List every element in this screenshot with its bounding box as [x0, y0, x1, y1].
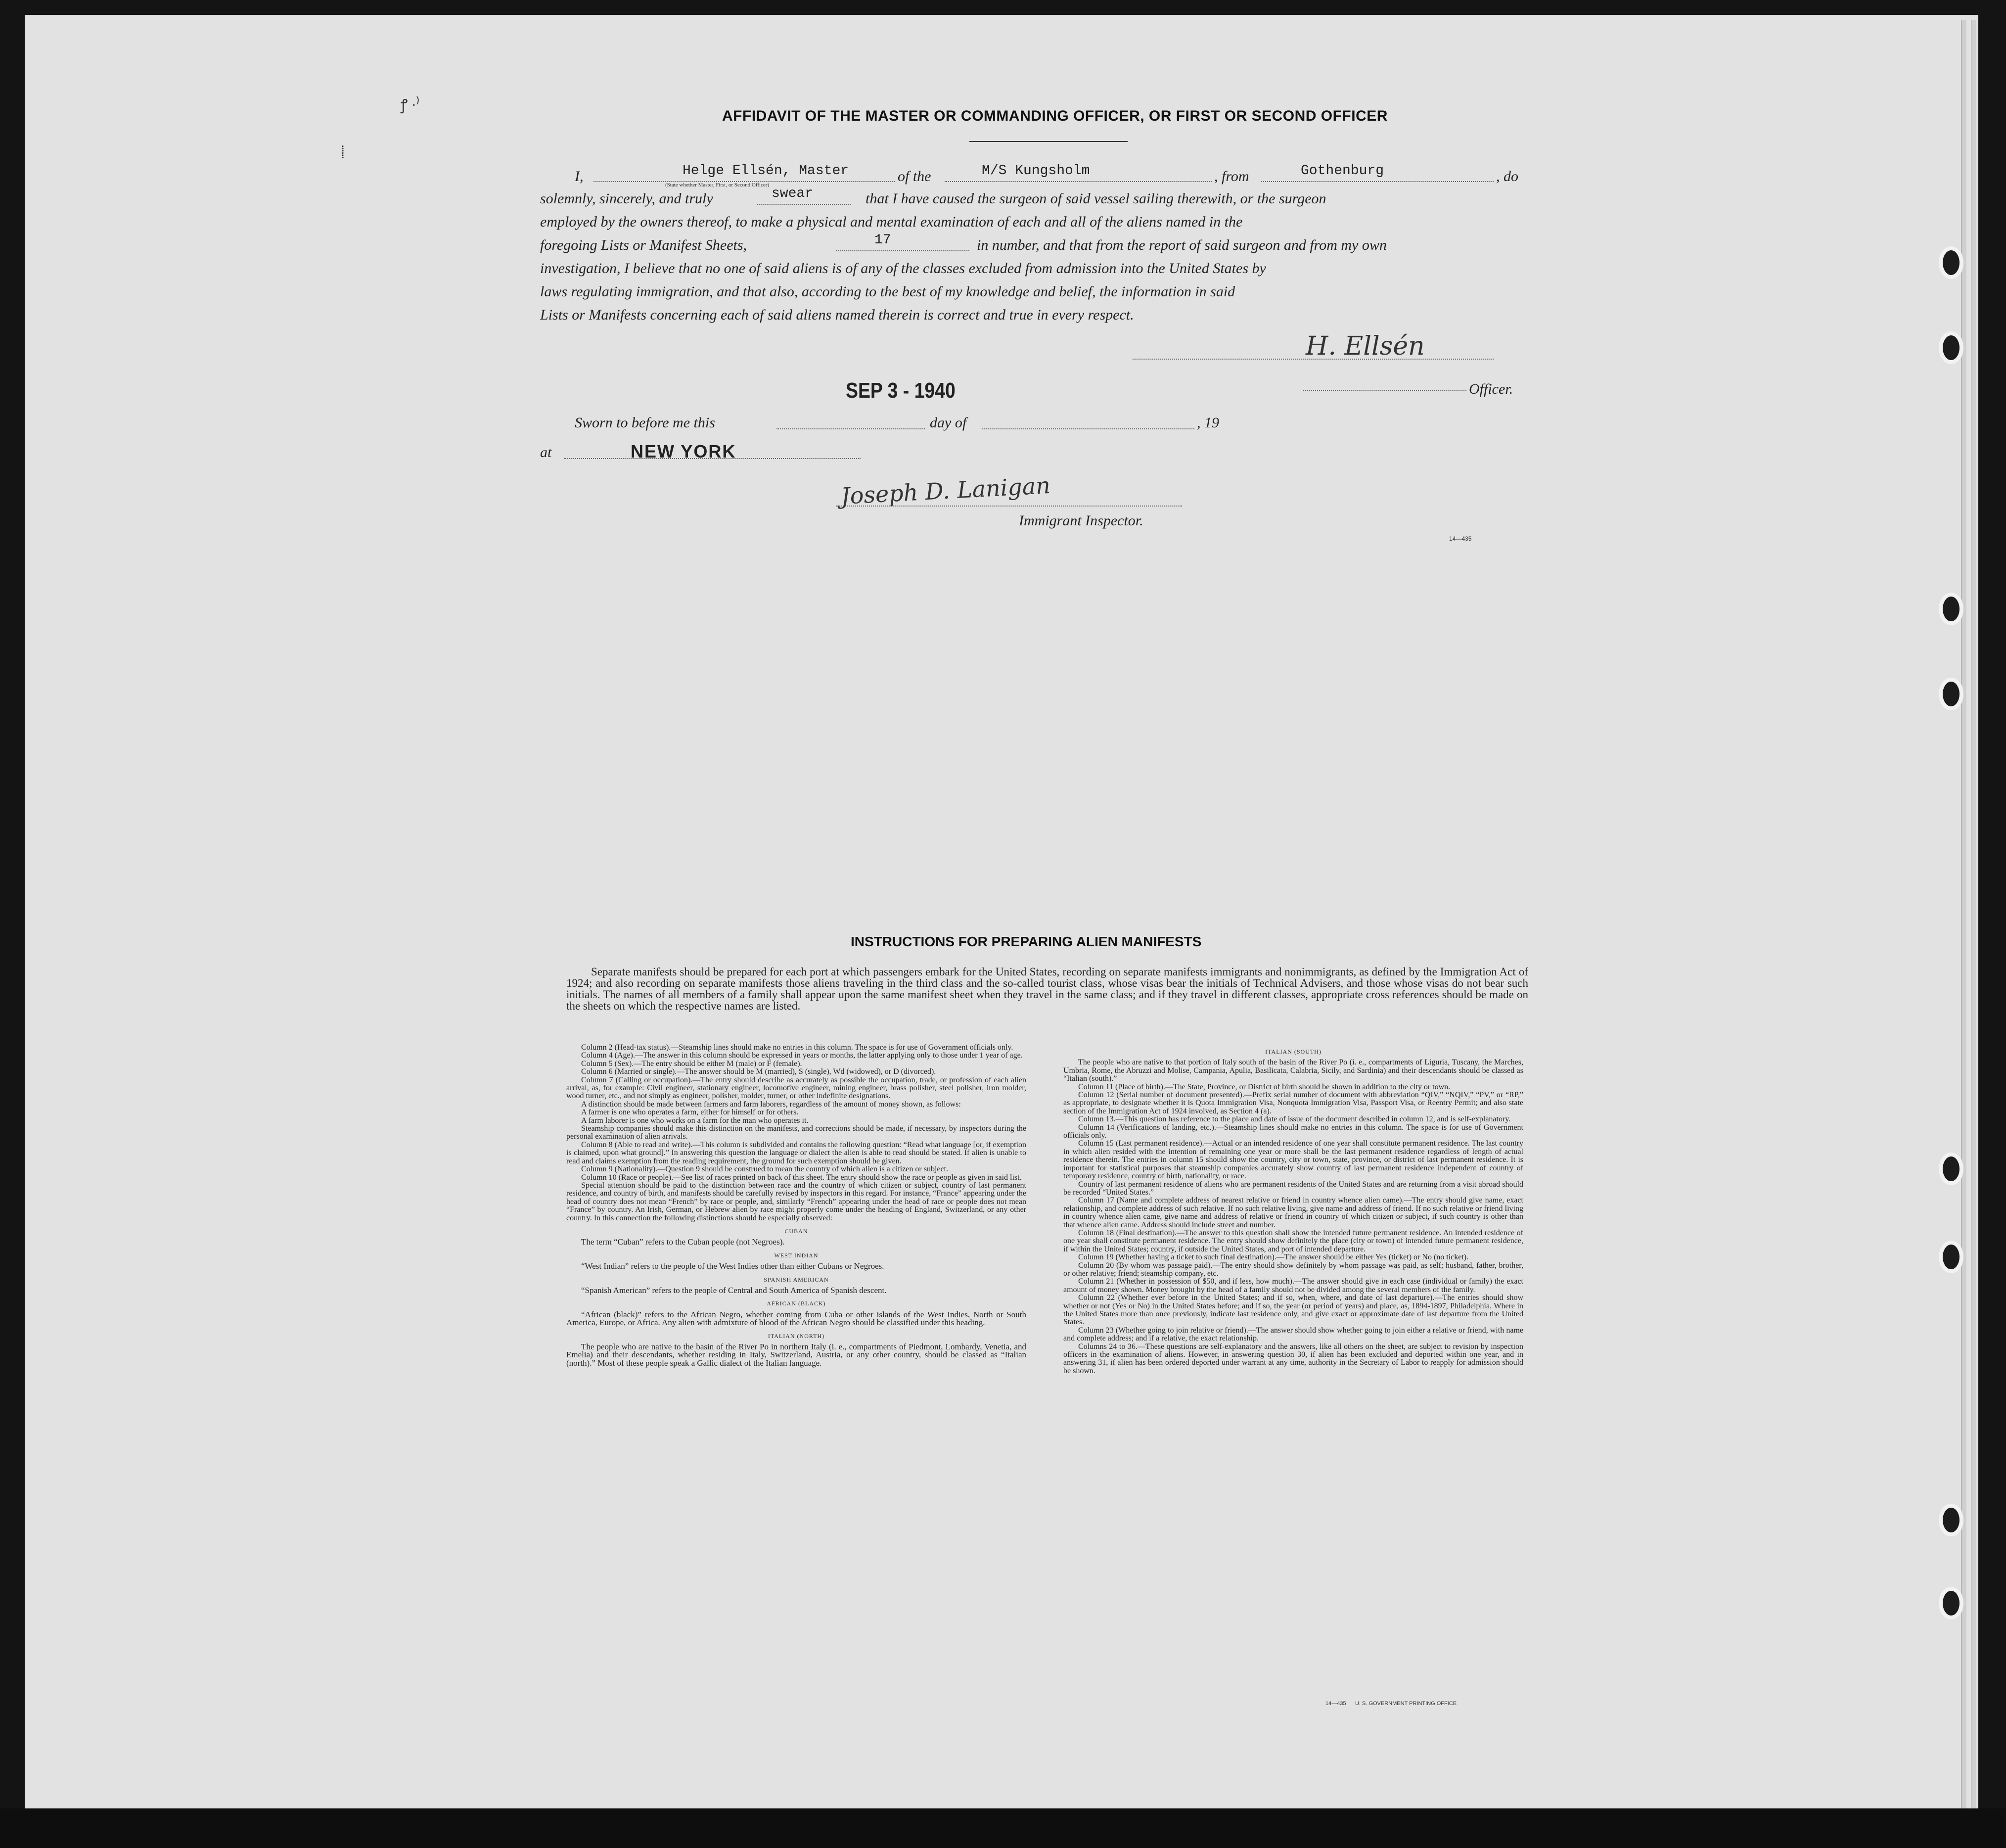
form-number: 14—435 [1449, 535, 1472, 542]
state-note: (State whether Master, First, or Second Officer) [665, 182, 770, 188]
instruction-paragraph: Column 15 (Last permanent residence).—Actual or an intended residence of one year shall constitute permanent residence. The last country in which alien resided with the intention of remaining one year or more shall be the last permanent residence regardless of length of actual residence therein. The entries in column 15 should show the country, city or town, state, province, or district of last permanent residence. It is important for statistical purposes that steamship companies accurately show country of last permanent residence independent of country of temporary residence, country of birth, nationality, or race. [1063, 1139, 1523, 1181]
port-line [1261, 181, 1494, 182]
affidavit-line-7: Lists or Manifests concerning each of said aliens named therein is correct and true in every respect. [540, 307, 1134, 323]
instruction-paragraph: Column 14 (Verifications of landing, etc.).—Steamship lines should make no entries in this column. The space is for use of Government officials only. [1063, 1123, 1523, 1140]
italian-north-definition: The people who are native to the basin of the River Po in northern Italy (i. e., compartments of Piedmont, Lombardy, Venetia, and Emelia) and their descendants, whether residing in Italy, Switzerland, Austria, or any other country, should be classed as “Italian (north).” Most of these people speak a Gallic dialect of the Italian language. [566, 1342, 1026, 1368]
section-heading-cuban: CUBAN [784, 1227, 808, 1235]
instruction-paragraph: Column 9 (Nationality).—Question 9 should be construed to mean the country of which alien is a citizen or subject. [581, 1165, 949, 1174]
sworn-day-of: day of [930, 415, 967, 431]
footer-form-number: 14—435 [1325, 1701, 1346, 1707]
instructions-intro: Separate manifests should be prepared for each port at which passengers embark for the United States, recording on separate manifests immigrants and nonimmigrants, as defined by the Immigration Act of 1924; and also recording on separate manifests those aliens traveling in the third class and the so-called tourist class, whose visas bear the initials of Technical Advisers, and those whose visas do not bear such initials. The names of all members of a family shall appear upon the same manifest sheet when they travel in the same class; and if they travel in different classes, appropriate cross references should be made on the sheets on which the respective names are listed. [566, 966, 1528, 1012]
instruction-paragraph: Special attention should be paid to the distinction between race and the country of which citizen or subject, country of last permanent residence, and country of birth, and manifests should be carefully revised by inspectors in this regard. For instance, “France” appearing under the head of country does not mean “French” by race or people, and, similarly “French” appearing under the head of race or people does not mean “France” by country. An Irish, German, or Hebrew alien by race might properly come under the heading of England, Switzerland, or any other country. In this connection the following distinctions should be especially observed: [566, 1181, 1026, 1222]
cuban-definition: The term “Cuban” refers to the Cuban people (not Negroes). [581, 1237, 785, 1247]
master-name: Helge Ellsén, Master [683, 163, 849, 179]
spanish-american-definition: “Spanish American” refers to the people of Central and South America of Spanish descent. [581, 1285, 887, 1295]
affidavit-line-2a: solemnly, sincerely, and truly [540, 190, 713, 207]
instruction-paragraph: Column 5 (Sex).—The entry should be either M (male) or F (female). [581, 1059, 802, 1068]
affidavit-from: , from [1214, 168, 1249, 185]
sworn-month-line [982, 428, 1194, 429]
instruction-paragraph: Column 21 (Whether in possession of $50, and if less, how much).—The answer should give in each case (individual or family) the exact amount of money shown. Money brought by the head of a family should not be divided among the several members of the family. [1063, 1277, 1523, 1294]
officer-label: Officer. [1469, 381, 1513, 397]
scan-mark: ꝭ ·⁾ [401, 97, 420, 113]
section-heading-italian-south: ITALIAN (SOUTH) [1265, 1048, 1322, 1055]
scan-border [0, 1808, 2006, 1848]
instruction-paragraph: Steamship companies should make this distinction on the manifests, and corrections should be made, if necessary, by inspectors during the personal examination of alien arrivals. [566, 1124, 1026, 1141]
instruction-paragraph: Column 10 (Race or people).—See list of races printed on back of this sheet. The entry should show the race or people as given in said list. [581, 1173, 1022, 1182]
sworn-date-line [776, 428, 925, 429]
instruction-paragraph: Column 4 (Age).—The answer in this column should be expressed in years or months, the latter applying only to those under 1 year of age. [581, 1051, 1023, 1060]
instruction-paragraph: Column 17 (Name and complete address of nearest relative or friend in country whence alien came).—The entry should give name, exact relationship, and complete address of such relative. If no such relative living, give name and address of friend. If no such relative or friend living in country whence alien came, give name and address of relative or friend in country of which citizen or subject, if such country is other than that whence alien came. Address should include street and number. [1063, 1196, 1523, 1229]
instruction-paragraph: Column 19 (Whether having a ticket to such final destination).—The answer should be either Yes (ticket) or No (no ticket). [1078, 1253, 1469, 1262]
affidavit-i: I, [575, 168, 584, 185]
oath-word: swear [772, 186, 814, 201]
printing-office-footer [1325, 1701, 1457, 1707]
inspector-label: Immigrant Inspector. [1019, 512, 1143, 529]
instruction-paragraph: Column 8 (Able to read and write).—This column is subdivided and contains the following question: “Read what language [or, if exemption is claimed, upon what ground].” In answering this question the language or dialect the alien is able to read should be stated. If alien is unable to read and claims exemption from the reading requirement, the ground for such exemption should be given. [566, 1140, 1026, 1165]
binder-hole [1939, 1587, 1963, 1619]
inspector-signature: Joseph D. Lanigan [840, 471, 1051, 510]
binder-hole [1939, 1504, 1963, 1536]
instruction-paragraph: Column 22 (Whether ever before in the United States; and if so, when, where, and date of last departure).—The entries should show whether or not (Yes or No) in the United States before; and if so, the year (or period of years) and place, as, 1894-1897, Philadelphia. Where in the United States more than once previously, indicate last residence only, and give exact or approximate date of last departure from the United States. [1063, 1294, 1523, 1327]
affidavit-line-4a: foregoing Lists or Manifest Sheets, [540, 237, 747, 253]
page-edge [1961, 20, 1966, 1845]
sheet-count: 17 [874, 232, 891, 248]
officer-title-line [1303, 390, 1466, 391]
affidavit-of-the: of the [898, 168, 931, 185]
instruction-paragraph: The people who are native to that portion of Italy south of the basin of the River Po (i. e., compartments of Liguria, Tuscany, the Marches, Umbria, Rome, the Abruzzi and Molise, Campania, Apulia, Basilicata, Calabria, Sicily, and Sardinia) and their descendants should be classed as “Italian (south).” [1063, 1058, 1523, 1083]
instruction-paragraph: A distinction should be made between farmers and farm laborers, regardless of the amount of money shown, as follows: [581, 1100, 961, 1109]
instruction-paragraph: Column 20 (By whom was passage paid).—The entry should show definitely by whom passage was paid, as self; husband, father, brother, or other relative; friend; steamship company, etc. [1063, 1261, 1523, 1278]
vessel-line [945, 181, 1212, 182]
binder-hole [1939, 678, 1963, 710]
section-heading-italian-north: ITALIAN (NORTH) [768, 1332, 825, 1340]
affidavit-do: , do [1496, 168, 1518, 185]
instructions-left-column [566, 1044, 1026, 1367]
oath-line [757, 204, 851, 205]
binder-hole [1939, 1153, 1963, 1185]
place-stamp: NEW YORK [631, 441, 736, 462]
affidavit-line-5: investigation, I believe that no one of said aliens is of any of the classes excluded from admission into the United States by [540, 260, 1266, 277]
instruction-paragraph: Column 12 (Serial number of document presented).—Prefix serial number of document with abbreviation “QIV,” “NQIV,” “PV,” or “RP,” as appropriate, to designate whether it is Quota Immigration Visa, Nonquota Immigration Visa, Passport Visa, or Reentry Permit; and also state section of the Immigration Act of 1924 involved, as Section 4 (a). [1063, 1091, 1523, 1115]
departure-port: Gothenburg [1301, 163, 1384, 179]
west-indian-definition: “West Indian” refers to the people of the West Indies other than either Cubans or Negroes. [581, 1261, 884, 1271]
instruction-paragraph: Column 2 (Head-tax status).—Steamship lines should make no entries in this column. The space is for use of Government officials only. [581, 1043, 1013, 1052]
officer-signature: H. Ellsén [1306, 331, 1425, 361]
sheet-count-line [836, 250, 969, 251]
instruction-paragraph: Column 6 (Married or single).—The answer should be M (married), S (single), Wd (widowed), or D (divorced). [581, 1067, 936, 1076]
sworn-text: Sworn to before me this [575, 415, 715, 431]
binder-hole [1939, 593, 1963, 625]
affidavit-line-2b: that I have caused the surgeon of said vessel sailing therewith, or the surgeon [866, 190, 1326, 207]
title-rule [969, 141, 1128, 142]
binder-hole [1939, 1241, 1963, 1273]
scan-mark: ⸽ [341, 146, 345, 159]
instruction-paragraph: Columns 24 to 36.—These questions are self-explanatory and the answers, like all others on the sheet, are subject to revision by inspection officers in the examination of aliens. However, in answering question 30, if alien has been excluded and deported within one year, and in answering 31, if alien has been ordered deported under warrant at any time, authority in the Secretary of Labor to reapply for admission should be shown. [1063, 1342, 1523, 1375]
sworn-year: , 19 [1197, 415, 1219, 431]
african-definition: “African (black)” refers to the African Negro, whether coming from Cuba or other islands of the West Indies, North or South America, Europe, or Africa. Any alien with admixture of blood of the African Negro should be classified under this heading. [566, 1309, 1026, 1328]
date-stamp: SEP 3 - 1940 [846, 378, 956, 403]
instructions-title: INSTRUCTIONS FOR PREPARING ALIEN MANIFESTS [851, 934, 1202, 949]
page-edge [1971, 20, 1976, 1845]
affidavit-line-6: laws regulating immigration, and that also, according to the best of my knowledge and belief, the information in said [540, 283, 1235, 300]
section-heading-spanish-american: SPANISH AMERICAN [764, 1276, 829, 1283]
section-heading-african: AFRICAN (BLACK) [767, 1300, 826, 1307]
vessel-name: M/S Kungsholm [982, 163, 1090, 179]
instruction-paragraph: Column 7 (Calling or occupation).—The entry should describe as accurately as possible the occupation, trade, or profession of each alien arrival, as, for example: Civil engineer, stationary engineer, locomotive engineer, mining engineer, brass polisher, steel polisher, iron molder, wood turner, etc., and not simply as engineer, polisher, molder, turner, or other indefinite designations. [566, 1075, 1026, 1101]
instruction-paragraph: Column 18 (Final destination).—The answer to this question shall show the intended future permanent residence. An intended residence of one year shall constitute permanent residence. The entry should show definitely the place (city or town) of intended future permanent residence, if within the United States; country, if outside the United States, and port of intended departure. [1063, 1228, 1523, 1253]
instruction-paragraph: A farm laborer is one who works on a farm for the man who operates it. [581, 1116, 809, 1125]
instruction-paragraph: Column 11 (Place of birth).—The State, Province, or District of birth should be shown in addition to the city or town. [1078, 1082, 1451, 1091]
instruction-paragraph: Column 23 (Whether going to join relative or friend).—The answer should show whether going to join either a relative or friend, with name and complete address; and if a relative, the exact relationship. [1063, 1326, 1523, 1343]
binder-hole [1939, 246, 1963, 279]
instruction-paragraph: Column 13.—This question has reference to the place and date of issue of the document described in column 12, and is self-explanatory. [1078, 1115, 1511, 1124]
affidavit-line-4b: in number, and that from the report of said surgeon and from my own [977, 237, 1387, 253]
binder-hole [1939, 331, 1963, 364]
instructions-right-column [1063, 1048, 1523, 1375]
affidavit-line-3: employed by the owners thereof, to make a physical and mental examination of each and all of the aliens named in the [540, 214, 1243, 230]
instruction-paragraph: Country of last permanent residence of aliens who are permanent residents of the United States and are returning from a visit abroad should be recorded “United States.” [1063, 1180, 1523, 1197]
footer-office: U. S. GOVERNMENT PRINTING OFFICE [1355, 1701, 1457, 1707]
section-heading-west-indian: WEST INDIAN [774, 1251, 819, 1259]
at-label: at [540, 444, 552, 461]
instruction-paragraph: A farmer is one who operates a farm, either for himself or for others. [581, 1108, 799, 1117]
manifest-page [25, 15, 1978, 1835]
affidavit-title: AFFIDAVIT OF THE MASTER OR COMMANDING OFFICER, OR FIRST OR SECOND OFFICER [722, 108, 1388, 124]
